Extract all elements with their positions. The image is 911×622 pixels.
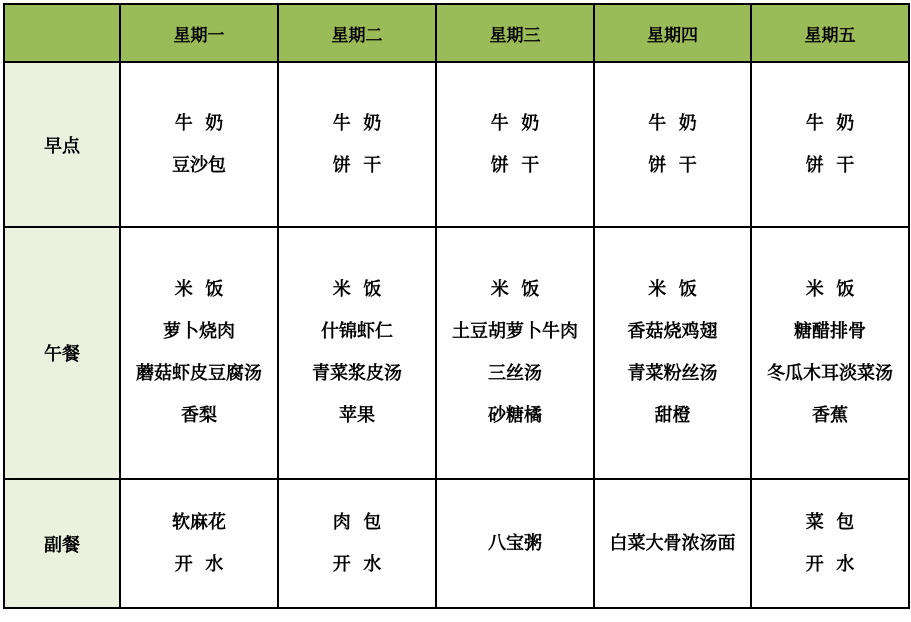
menu-cell [436,227,594,479]
meal-label-lunch: 午餐 [4,227,120,479]
menu-item: 牛 奶 [332,112,382,134]
menu-item: 牛 奶 [805,112,855,134]
menu-cell [594,479,751,608]
day-header-thursday: 星期四 [594,4,751,62]
menu-item: 苹果 [339,405,375,426]
menu-cell [120,479,278,608]
menu-item: 白菜大骨浓汤面 [609,532,736,554]
meal-label-breakfast: 早点 [4,62,120,227]
menu-item: 米 饭 [490,279,540,300]
menu-item: 米 饭 [805,279,855,300]
weekly-menu-table [3,3,910,609]
day-header-monday: 星期一 [120,4,278,62]
menu-item: 香蕉 [812,405,848,426]
menu-item: 软麻花 [172,511,226,533]
corner-cell [4,4,120,62]
menu-cell [278,62,436,227]
menu-item: 甜橙 [654,405,691,426]
menu-cell [278,227,436,479]
menu-item: 八宝粥 [488,532,542,554]
menu-item: 饼 干 [648,154,697,176]
meal-label-snack: 副餐 [4,479,120,608]
menu-item: 饼 干 [332,154,382,176]
menu-item: 砂糖橘 [488,405,542,426]
menu-item: 肉 包 [332,511,382,533]
table-row-snack [4,479,909,608]
menu-item: 萝卜烧肉 [163,321,235,342]
menu-item: 开 水 [174,553,224,575]
menu-item: 开 水 [805,553,855,575]
menu-item: 米 饭 [332,279,382,300]
menu-item: 饼 干 [490,154,540,176]
menu-item: 青菜浆皮汤 [312,363,402,384]
menu-item: 菜 包 [805,511,855,533]
day-header-tuesday: 星期二 [278,4,436,62]
menu-item: 米 饭 [174,279,224,300]
menu-cell [751,62,909,227]
day-header-friday: 星期五 [751,4,909,62]
menu-item: 牛 奶 [174,112,224,134]
menu-item: 青菜粉丝汤 [627,363,718,384]
menu-cell [751,227,909,479]
menu-item: 香梨 [181,405,217,426]
menu-item: 冬瓜木耳淡菜汤 [767,363,893,384]
menu-item: 香菇烧鸡翅 [627,321,718,342]
menu-item: 土豆胡萝卜牛肉 [452,321,578,342]
menu-item: 豆沙包 [172,154,226,176]
menu-cell [436,62,594,227]
menu-cell [594,227,751,479]
menu-cell [436,479,594,608]
menu-item: 糖醋排骨 [794,321,866,342]
menu-cell [594,62,751,227]
menu-item: 蘑菇虾皮豆腐汤 [136,363,262,384]
menu-item: 牛 奶 [490,112,540,134]
header-row [4,4,909,62]
menu-cell [120,62,278,227]
menu-item: 三丝汤 [488,363,542,384]
menu-item: 米 饭 [648,279,697,300]
table-row-breakfast [4,62,909,227]
menu-item: 什锦虾仁 [321,321,393,342]
menu-cell [751,479,909,608]
menu-cell [278,479,436,608]
menu-item: 饼 干 [805,154,855,176]
menu-item: 开 水 [332,553,382,575]
menu-item: 牛 奶 [648,112,697,134]
table-row-lunch [4,227,909,479]
menu-cell [120,227,278,479]
day-header-wednesday: 星期三 [436,4,594,62]
